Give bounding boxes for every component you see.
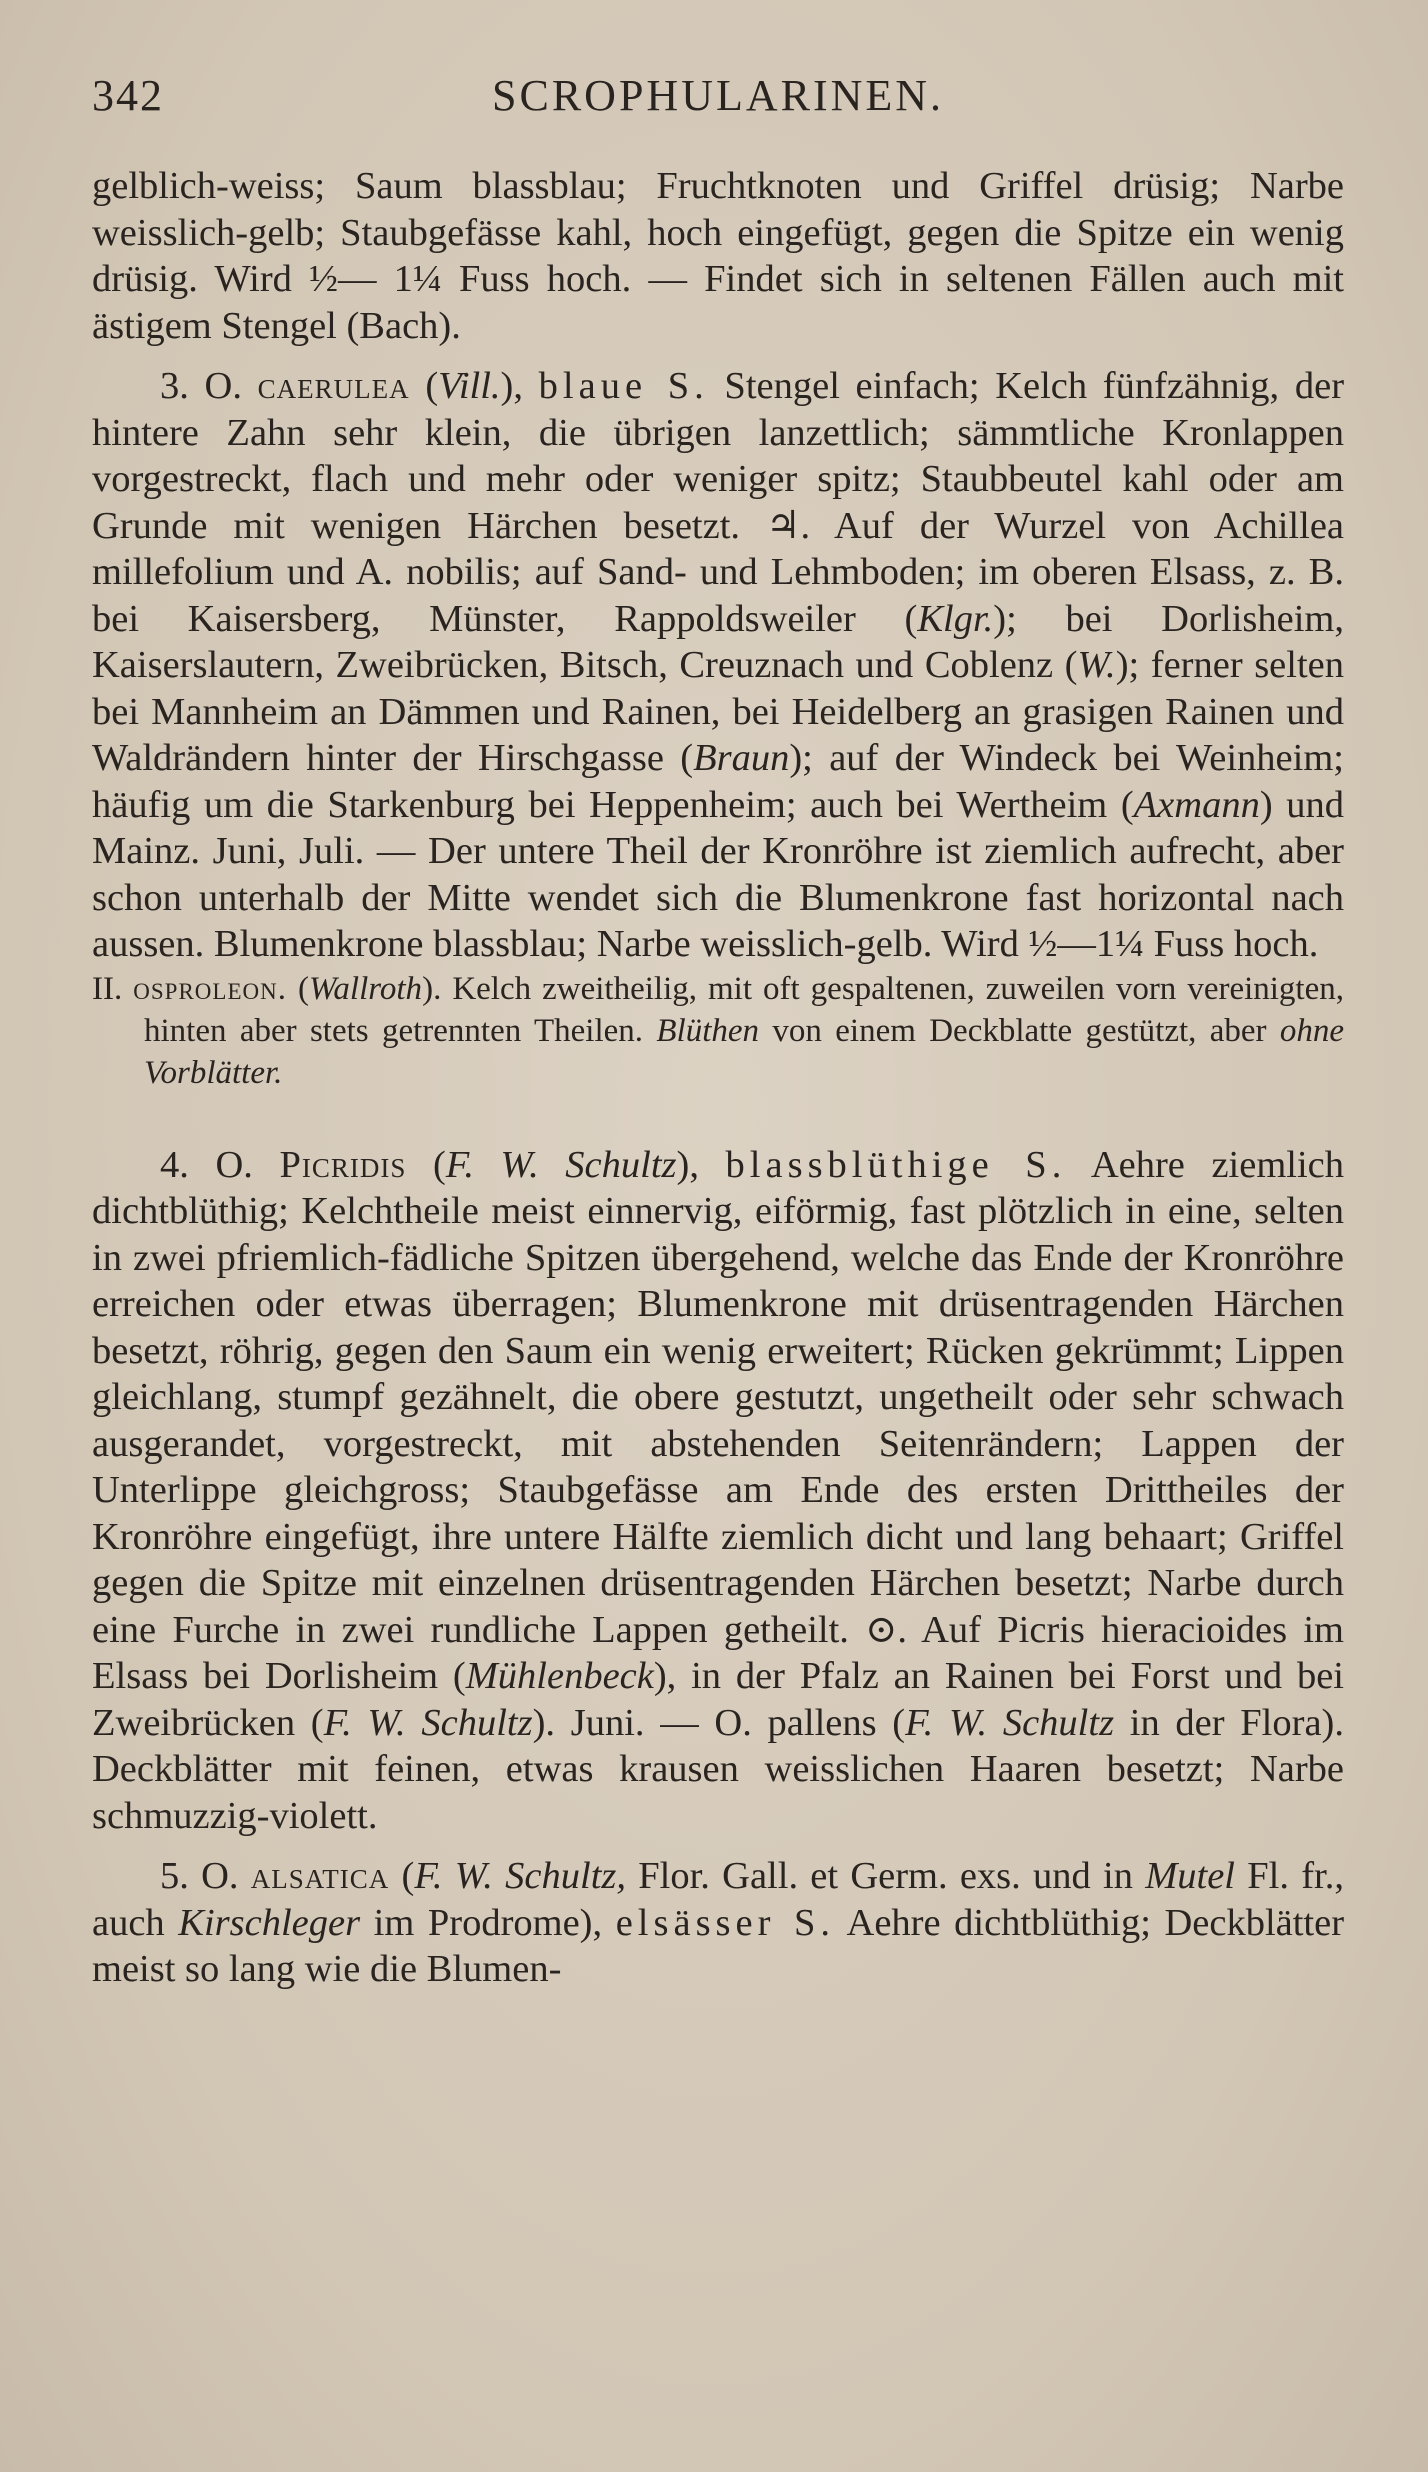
- section-emphasis: ohne Vorblätter.: [144, 1012, 1345, 1091]
- species-description-cont: im Prodrome),: [373, 1901, 603, 1944]
- citation: Kirschleger: [178, 1901, 361, 1944]
- species-description-cont: ); auf der Windeck bei Weinheim; häufig um die Starkenburg bei Heppenheim; auch bei Wertheim (: [92, 737, 1344, 826]
- species-number: 3. O.: [160, 365, 242, 407]
- species-author: F. W. Schultz,: [414, 1855, 627, 1897]
- species-description-cont: Aehre dichtblüthig; Deckblätter meist so lang wie die Blumen-: [92, 1901, 1345, 1990]
- species-name: alsatica: [250, 1855, 390, 1897]
- species-description-cont: ) und Mainz. Juni, Juli. — Der untere Theil der Kronröhre ist ziemlich aufrecht, aber schon unterhalb der Mitte wendet sich die Blumenkrone fast horizontal nach aussen. Blumenkrone blassblau; Narbe weisslich-gelb. Wird ½—1¼ Fuss hoch.: [92, 783, 1345, 965]
- page-number: 342: [92, 71, 164, 120]
- species-description-cont: Fl. fr., auch: [92, 1855, 1344, 1944]
- species-name: Picridis: [279, 1143, 407, 1186]
- species-description-cont: ); ferner selten bei Mannheim an Dämmen und Rainen, bei Heidelberg an grasigen Rainen und Waldrändern hinter der Hirschgasse (: [92, 644, 1344, 779]
- species-description-cont: ); bei Dorlisheim, Kaiserslautern, Zweibrücken, Bitsch, Creuznach und Coblenz (: [92, 597, 1344, 686]
- species-description: Stengel einfach; Kelch fünfzähnig, der hintere Zahn sehr klein, die übrigen lanzettlich; sämmtliche Kronlappen vorgestreckt, flach und mehr oder weniger spitz; Staubbeutel kahl oder am Grunde mit wenigen Härchen besetzt. ♃. Auf der Wurzel von Achillea millefolium und A. nobilis; auf Sand- und Lehmboden; im oberen Elsass, z. B. bei Kaisersberg, Münster, Rappoldsweiler (: [92, 365, 1345, 640]
- species-author: F. W. Schultz: [445, 1143, 677, 1186]
- page-header: [92, 70, 1328, 130]
- section-emphasis: Blüthen: [656, 1012, 760, 1049]
- species-description: Aehre ziemlich dichtblüthig; Kelchtheile meist einnervig, eiförmig, fast plötzlich in eine, selten in zwei pfriemlich-fädliche Spitzen übergehend, welche das Ende der Kronröhre erreichen oder etwas überragen; Blumenkrone mit drüsentragenden Härchen besetzt, röhrig, gegen den Saum ein wenig erweitert; Rücken gekrümmt; Lippen gleichlang, stumpf gezähnelt, die obere gestutzt, ungetheilt oder sehr schwach ausgerandet, vorgestreckt, mit abstehenden Seitenrändern; Lappen der Unterlippe gleichgross; Staubgefässe am Ende des ersten Drittheiles der Kronröhre eingefügt, ihre untere Hälfte ziemlich dicht und lang behaart; Griffel gegen die Spitze mit einzelnen drüsentragenden Härchen besetzt; Narbe durch eine Furche in zwei rundliche Lappen getheilt. ⊙. Auf Picris hieracioides im Elsass bei Dorlisheim (: [92, 1143, 1344, 1697]
- section-name: osproleon.: [133, 970, 287, 1007]
- common-name: blaue S.: [538, 365, 709, 407]
- citation: W.: [1077, 644, 1116, 686]
- paragraph-continuation: gelblich-weiss; Saum blassblau; Fruchtknoten und Griffel drüsig; Narbe weisslich-gelb; Staubgefässe kahl, hoch eingefügt, gegen die Spitze ein wenig drüsig. Wird ½— 1¼ Fuss hoch. — Findet sich in seltenen Fällen auch mit ästigem Stengel (Bach).: [92, 165, 1344, 347]
- section-number: II.: [92, 970, 123, 1007]
- citation: Mutel: [1145, 1855, 1236, 1897]
- common-name: blassblüthige S.: [725, 1143, 1067, 1186]
- section-author: Wallroth: [308, 970, 423, 1007]
- citation: F. W. Schultz: [323, 1701, 533, 1744]
- species-number: 5. O.: [160, 1855, 239, 1897]
- species-name: caerulea: [257, 365, 410, 407]
- species-entry-picridis: 4. O. Picridis (F. W. Schultz), blassblüthige S. Aehre ziemlich dichtblüthig; Kelchtheile meist einnervig, eiförmig, fast plötzlich in eine, selten in zwei pfriemlich-fädliche Spitzen übergehend, welche das Ende der Kronröhre erreichen oder etwas überragen; Blumenkrone mit drüsentragenden Härchen besetzt, röhrig, gegen den Saum ein wenig erweitert; Rücken gekrümmt; Lippen gleichlang, stumpf gezähnelt, die obere gestutzt, ungetheilt oder sehr schwach ausgerandet, vorgestreckt, mit abstehenden Seitenrändern; Lappen der Unterlippe gleichgross; Staubgefässe am Ende des ersten Drittheiles der Kronröhre eingefügt, ihre untere Hälfte ziemlich dicht und lang behaart; Griffel gegen die Spitze mit einzelnen drüsentragenden Härchen besetzt; Narbe durch eine Furche in zwei rundliche Lappen getheilt. ⊙. Auf Picris hieracioides im Elsass bei Dorlisheim (Mühlenbeck), in der Pfalz an Rainen bei Forst und bei Zweibrücken (F. W. Schultz). Juni. — O. pallens (F. W. Schultz in der Flora). Deckblätter mit feinen, etwas krausen weisslichen Haaren besetzt; Narbe schmuzzig-violett.: [92, 1143, 1344, 1837]
- common-name: elsässer S.: [615, 1901, 836, 1944]
- citation: Klgr.: [917, 597, 994, 640]
- citation: Braun: [693, 737, 790, 779]
- body-text: [92, 163, 1344, 1993]
- section-description: . Kelch zweitheilig, mit oft gespaltenen, zuweilen vorn vereinigten, hinten aber stets getrennten Theilen.: [144, 970, 1344, 1049]
- species-description-cont: in der Flora). Deckblätter mit feinen, etwas krausen weisslichen Haaren besetzt; Narbe schmuzzig-violett.: [92, 1701, 1344, 1837]
- species-entry-alsatica: 5. O. alsatica (F. W. Schultz, Flor. Gall. et Germ. exs. und in Mutel Fl. fr., auch Kirschleger im Prodrome), elsässer S. Aehre dichtblüthig; Deckblätter meist so lang wie die Blumen-: [92, 1855, 1345, 1990]
- citation: Mühlenbeck: [465, 1655, 654, 1697]
- section-description-cont: von einem Deckblatte gestützt, aber: [772, 1012, 1267, 1049]
- species-description-cont: ). Juni. — O. pallens (: [532, 1701, 906, 1744]
- section-heading-osproleon: II. osproleon. (Wallroth). Kelch zweitheilig, mit oft gespaltenen, zuweilen vorn vereinigten, hinten aber stets getrennten Theilen. Blüthen von einem Deckblatte gestützt, aber ohne Vorblätter.: [92, 970, 1345, 1091]
- running-title: SCROPHULARINEN.: [492, 71, 945, 120]
- citation: F. W. Schultz: [905, 1701, 1115, 1744]
- citation: Axmann: [1133, 783, 1260, 826]
- species-author: Vill.: [438, 365, 501, 407]
- species-entry-caerulea: 3. O. caerulea (Vill.), blaue S. Stengel einfach; Kelch fünfzähnig, der hintere Zahn sehr klein, die übrigen lanzettlich; sämmtliche Kronlappen vorgestreckt, flach und mehr oder weniger spitz; Staubbeutel kahl oder am Grunde mit wenigen Härchen besetzt. ♃. Auf der Wurzel von Achillea millefolium und A. nobilis; auf Sand- und Lehmboden; im oberen Elsass, z. B. bei Kaisersberg, Münster, Rappoldsweiler (Klgr.); bei Dorlisheim, Kaiserslautern, Zweibrücken, Bitsch, Creuznach und Coblenz (W.); ferner selten bei Mannheim an Dämmen und Rainen, bei Heidelberg an grasigen Rainen und Waldrändern hinter der Hirschgasse (Braun); auf der Windeck bei Weinheim; häufig um die Starkenburg bei Heppenheim; auch bei Wertheim (Axmann) und Mainz. Juni, Juli. — Der untere Theil der Kronröhre ist ziemlich aufrecht, aber schon unterhalb der Mitte wendet sich die Blumenkrone fast horizontal nach aussen. Blumenkrone blassblau; Narbe weisslich-gelb. Wird ½—1¼ Fuss hoch.: [92, 365, 1345, 965]
- species-description: Flor. Gall. et Germ. exs. und in: [638, 1855, 1133, 1897]
- species-number: 4. O.: [160, 1143, 253, 1186]
- species-description-cont: ), in der Pfalz an Rainen bei Forst und bei Zweibrücken (: [92, 1655, 1344, 1744]
